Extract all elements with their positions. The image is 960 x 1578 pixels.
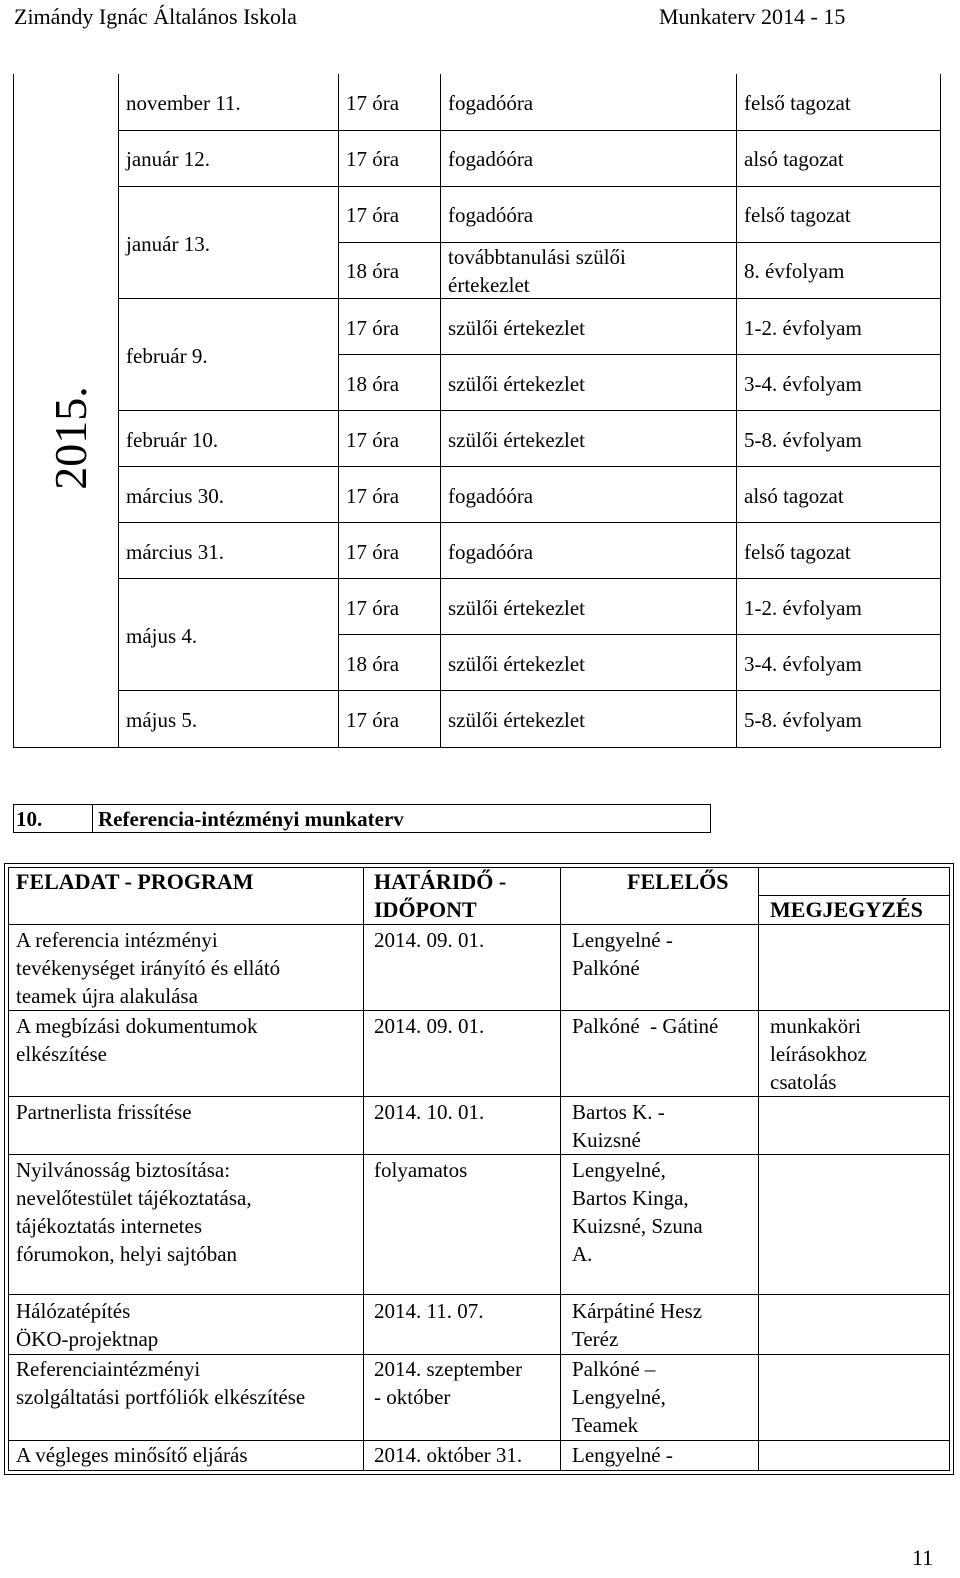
ref-deadline: 2014. 09. 01.	[374, 1014, 485, 1038]
ref-deadline: folyamatos	[374, 1158, 468, 1182]
ref-responsible: Lengyelné -	[572, 928, 673, 952]
schedule-time: 17 óra	[346, 428, 400, 452]
schedule-group: 1-2. évfolyam	[744, 316, 862, 340]
ref-task: teamek újra alakulása	[16, 984, 198, 1008]
ref-header-task: FELADAT - PROGRAM	[16, 869, 254, 894]
ref-responsible: Lengyelné,	[572, 1385, 666, 1409]
schedule-event: fogadóóra	[448, 147, 534, 171]
ref-responsible: Lengyelné,	[572, 1158, 666, 1182]
section-divider	[92, 804, 93, 833]
schedule-time: 17 óra	[346, 596, 400, 620]
schedule-event: értekezlet	[448, 273, 530, 297]
ref-responsible: A.	[572, 1242, 593, 1266]
schedule-event: szülői értekezlet	[448, 372, 586, 396]
ref-responsible: Lengyelné -	[572, 1443, 673, 1467]
section-title: Referencia-intézményi munkaterv	[98, 807, 404, 831]
ref-task: A megbízási dokumentumok	[16, 1014, 258, 1038]
schedule-event: szülői értekezlet	[448, 708, 586, 732]
ref-note: csatolás	[770, 1070, 837, 1094]
ref-responsible: Palkóné - Gátiné	[572, 1014, 719, 1038]
schedule-date: március 30.	[126, 484, 224, 508]
ref-responsible: Kuizsné, Szuna	[572, 1214, 703, 1238]
schedule-time: 18 óra	[346, 372, 400, 396]
schedule-group: felső tagozat	[744, 91, 851, 115]
schedule-date: május 4.	[126, 624, 198, 648]
school-name: Zimándy Ignác Általános Iskola	[14, 4, 297, 29]
ref-task: fórumokon, helyi sajtóban	[16, 1242, 238, 1266]
ref-deadline: 2014. szeptember	[374, 1357, 523, 1381]
ref-header-responsible: FELELŐS	[627, 869, 729, 894]
schedule-time: 17 óra	[346, 91, 400, 115]
schedule-time: 17 óra	[346, 316, 400, 340]
schedule-group: 3-4. évfolyam	[744, 652, 862, 676]
schedule-time: 17 óra	[346, 484, 400, 508]
ref-task: ÖKO-projektnap	[16, 1327, 159, 1351]
ref-deadline: 2014. 11. 07.	[374, 1299, 484, 1323]
ref-deadline: 2014. 10. 01.	[374, 1100, 485, 1124]
ref-task: Partnerlista frissítése	[16, 1100, 192, 1124]
schedule-group: alsó tagozat	[744, 147, 844, 171]
schedule-group: felső tagozat	[744, 540, 851, 564]
schedule-date: március 31.	[126, 540, 224, 564]
schedule-group: 5-8. évfolyam	[744, 428, 862, 452]
schedule-time: 18 óra	[346, 652, 400, 676]
schedule-event: szülői értekezlet	[448, 596, 586, 620]
schedule-event: fogadóóra	[448, 484, 534, 508]
ref-deadline: 2014. október 31.	[374, 1443, 523, 1467]
ref-task: A referencia intézményi	[16, 928, 218, 952]
ref-deadline: - október	[374, 1385, 451, 1409]
schedule-time: 18 óra	[346, 259, 400, 283]
page-number: 11	[912, 1545, 934, 1570]
schedule-group: 8. évfolyam	[744, 259, 845, 283]
ref-responsible: Palkóné	[572, 956, 640, 980]
schedule-date: január 13.	[126, 232, 210, 256]
schedule-time: 17 óra	[346, 540, 400, 564]
ref-responsible: Teréz	[572, 1327, 619, 1351]
ref-task: A végleges minősítő eljárás	[16, 1443, 248, 1467]
schedule-time: 17 óra	[346, 708, 400, 732]
schedule-event: továbbtanulási szülői	[448, 245, 626, 269]
schedule-date: január 12.	[126, 147, 210, 171]
ref-task: tájékoztatás internetes	[16, 1214, 202, 1238]
ref-header-deadline: HATÁRIDŐ -	[374, 869, 507, 894]
schedule-date: május 5.	[126, 708, 198, 732]
ref-task: nevelőtestület tájékoztatása,	[16, 1186, 252, 1210]
schedule-group: alsó tagozat	[744, 484, 844, 508]
ref-note: leírásokhoz	[770, 1042, 867, 1066]
ref-note: munkaköri	[770, 1014, 861, 1038]
plan-title: Munkaterv 2014 - 15	[659, 4, 846, 29]
ref-header-deadline: IDŐPONT	[374, 897, 477, 922]
ref-task: Hálózatépítés	[16, 1299, 131, 1323]
ref-responsible: Kuizsné	[572, 1128, 641, 1152]
schedule-group: 5-8. évfolyam	[744, 708, 862, 732]
schedule-event: fogadóóra	[448, 203, 534, 227]
schedule-group: 1-2. évfolyam	[744, 596, 862, 620]
ref-responsible: Teamek	[572, 1413, 639, 1437]
ref-task: szolgáltatási portfóliók elkészítése	[16, 1385, 306, 1409]
schedule-group: felső tagozat	[744, 203, 851, 227]
ref-task: Nyilvánosság biztosítása:	[16, 1158, 231, 1182]
ref-responsible: Bartos Kinga,	[572, 1186, 689, 1210]
schedule-event: fogadóóra	[448, 91, 534, 115]
section-number: 10.	[16, 807, 43, 831]
schedule-date: november 11.	[126, 91, 241, 115]
schedule-date: február 10.	[126, 428, 219, 452]
ref-header-note: MEGJEGYZÉS	[770, 897, 923, 922]
schedule-date: február 9.	[126, 344, 208, 368]
ref-responsible: Bartos K. -	[572, 1100, 665, 1124]
ref-responsible: Palkóné –	[572, 1357, 656, 1381]
schedule-group: 3-4. évfolyam	[744, 372, 862, 396]
schedule-event: fogadóóra	[448, 540, 534, 564]
schedule-event: szülői értekezlet	[448, 316, 586, 340]
schedule-event: szülői értekezlet	[448, 428, 586, 452]
year-label: 2015.	[45, 386, 96, 490]
ref-task: Referenciaintézményi	[16, 1357, 201, 1381]
ref-task: elkészítése	[16, 1042, 107, 1066]
ref-deadline: 2014. 09. 01.	[374, 928, 485, 952]
ref-task: tevékenységet irányító és ellátó	[16, 956, 281, 980]
schedule-event: szülői értekezlet	[448, 652, 586, 676]
schedule-time: 17 óra	[346, 203, 400, 227]
schedule-time: 17 óra	[346, 147, 400, 171]
ref-responsible: Kárpátiné Hesz	[572, 1299, 703, 1323]
